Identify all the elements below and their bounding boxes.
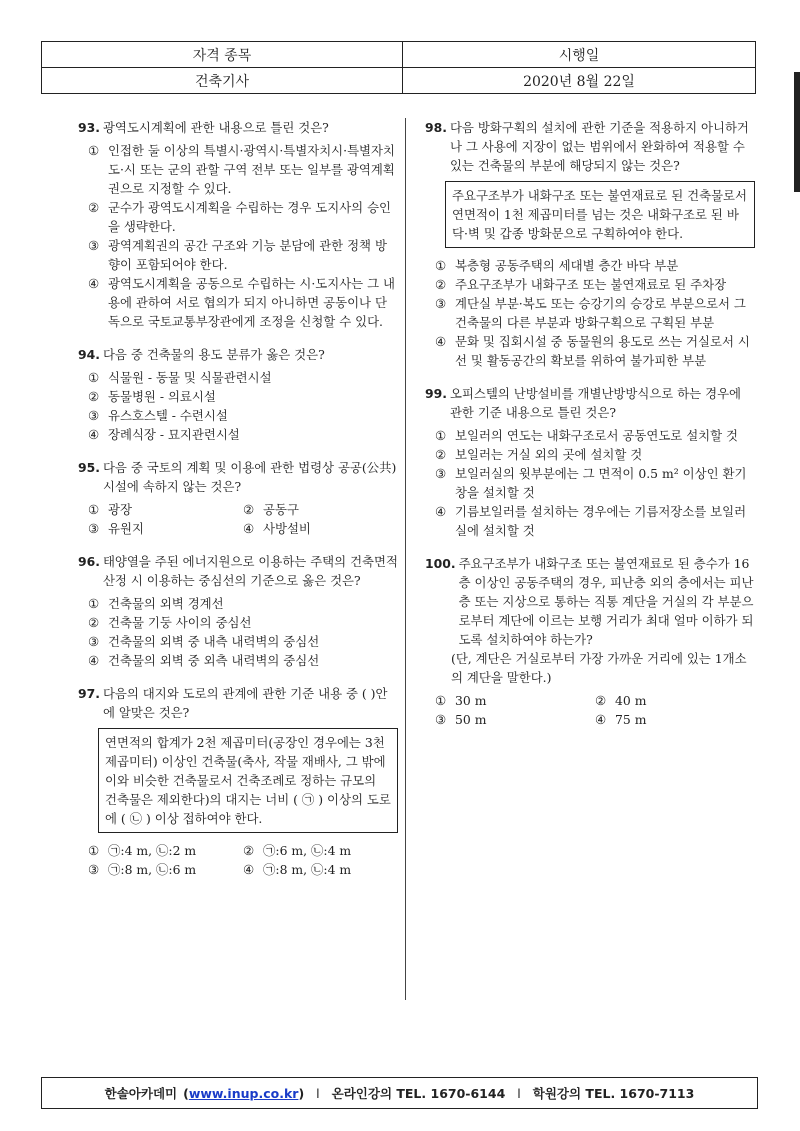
question-number: 95. [78, 460, 100, 475]
question-94 [78, 345, 398, 444]
option[interactable]: ④ 광역도시계획을 공동으로 수립하는 시·도지사는 그 내용에 관하여 서로 협의가 되지 아니하면 공동이나 단독으로 국토교통부장관에게 조정을 신청할 수 있다. [88, 276, 395, 329]
option[interactable]: ① 건축물의 외벽 경계선 [88, 596, 224, 611]
question-number: 100. [425, 556, 456, 571]
right-column [425, 118, 755, 743]
option[interactable]: ③ 광역계획권의 공간 구조와 기능 분담에 관한 정책 방향이 포함되어야 한다. [88, 238, 387, 272]
question-text: 다음의 대지와 도로의 관계에 관한 기준 내용 중 ( )안에 알맞은 것은? [102, 686, 388, 720]
question-97 [78, 684, 398, 879]
option[interactable]: ② 건축물 기둥 사이의 중심선 [88, 615, 252, 630]
question-text: 태양열을 주된 에너지원으로 이용하는 주택의 건축면적 산정 시 이용하는 중심선의 기준으로 옳은 것은? [102, 554, 398, 588]
question-number: 93. [78, 120, 100, 135]
footer-offline: 학원강의 TEL. 1670-7113 [532, 1086, 695, 1101]
left-column [78, 118, 398, 893]
option[interactable]: ④ 장례식장 - 묘지관련시설 [88, 427, 240, 442]
question-number: 98. [425, 120, 447, 135]
option[interactable]: ① 광장 [88, 502, 132, 517]
question-box: 주요구조부가 내화구조 또는 불연재료로 된 건축물로서 연면적이 1천 제곱미터를 넘는 것은 내화구조로 된 바닥·벽 및 갑종 방화문으로 구획하여야 한다. [445, 181, 755, 248]
question-text: 주요구조부가 내화구조 또는 불연재료로 된 층수가 16층 이상인 공동주택의 경우, 피난층 외의 층에서는 피난층 또는 지상으로 통하는 직통 계단을 거실의 각 부분으로부터 계단에 이르는 보행 거리가 최대 얼마 이하가 되도록 설치하여야 하는가? [458, 556, 754, 647]
question-98 [425, 118, 755, 370]
exam-header-table [41, 41, 756, 94]
option[interactable]: ② 보일러는 거실 외의 곳에 설치할 것 [435, 447, 643, 462]
question-95 [78, 458, 398, 538]
question-100 [425, 554, 755, 729]
option[interactable]: ① 30 m [435, 693, 487, 708]
question-96 [78, 552, 398, 670]
footer-org: 한솔아카데미 [104, 1086, 178, 1101]
question-text: 다음 중 건축물의 용도 분류가 옳은 것은? [102, 347, 325, 362]
option[interactable]: ① 복층형 공동주택의 세대별 층간 바닥 부분 [435, 258, 679, 273]
page-footer [41, 1077, 758, 1109]
footer-url-link[interactable]: www.inup.co.kr [188, 1085, 299, 1101]
option[interactable]: ① 보일러의 연도는 내화구조로서 공동연도로 설치할 것 [435, 428, 739, 443]
question-text: 다음 방화구획의 설치에 관한 기준을 적용하지 아니하거나 그 사용에 지장이 없는 범위에서 완화하여 적용할 수 있는 건축물의 부분에 해당되지 않는 것은? [449, 120, 749, 173]
question-93 [78, 118, 398, 331]
option[interactable]: ③ 50 m [435, 712, 487, 727]
option[interactable]: ② 공동구 [243, 502, 299, 517]
question-text: 오피스텔의 난방설비를 개별난방방식으로 하는 경우에 관한 기준 내용으로 틀린 것은? [449, 386, 742, 420]
page-edge-mark [794, 72, 800, 192]
option[interactable]: ③ 건축물의 외벽 중 내측 내력벽의 중심선 [88, 634, 320, 649]
option[interactable]: ④ 75 m [595, 712, 647, 727]
option[interactable]: ④ 문화 및 집회시설 중 동물원의 용도로 쓰는 거실로서 시선 및 활동공간의 확보를 위하여 불가피한 부분 [435, 334, 750, 368]
question-text: 다음 중 국토의 계획 및 이용에 관한 법령상 공공(公共)시설에 속하지 않는 것은? [102, 460, 397, 494]
question-text: 광역도시계획에 관한 내용으로 틀린 것은? [102, 120, 329, 135]
date-value: 2020년 8월 22일 [403, 68, 756, 94]
option[interactable]: ② 주요구조부가 내화구조 또는 불연재료로 된 주차장 [435, 277, 727, 292]
subject-label: 자격 종목 [42, 42, 403, 68]
column-divider [405, 118, 406, 1000]
question-box: 연면적의 합계가 2천 제곱미터(공장인 경우에는 3천 제곱미터) 이상인 건축물(축사, 작물 재배사, 그 밖에 이와 비슷한 건축물로서 건축조례로 정하는 규모의 건축물은 제외한다)의 대지는 너비 ( ㉠ ) 이상의 도로에 ( ㉡ ) 이상 접하여야 한다. [98, 728, 398, 833]
option[interactable]: ① 인접한 둘 이상의 특별시·광역시·특별자치시·특별자치도·시 또는 군의 관할 구역 전부 또는 일부를 광역계획권으로 지정할 수 있다. [88, 143, 395, 196]
option[interactable]: ③ 유스호스텔 - 수련시설 [88, 408, 228, 423]
option[interactable]: ② 40 m [595, 693, 647, 708]
question-number: 99. [425, 386, 447, 401]
option[interactable]: ② 동물병원 - 의료시설 [88, 389, 216, 404]
option[interactable]: ④ 건축물의 외벽 중 외측 내력벽의 중심선 [88, 653, 320, 668]
option[interactable]: ① 식물원 - 동물 및 식물관련시설 [88, 370, 272, 385]
question-number: 97. [78, 686, 100, 701]
option[interactable]: ③ ㉠:8 m, ㉡:6 m [88, 862, 197, 877]
date-label: 시행일 [403, 42, 756, 68]
option[interactable]: ③ 보일러실의 윗부분에는 그 면적이 0.5 m² 이상인 환기창을 설치할 것 [435, 466, 747, 500]
question-number: 94. [78, 347, 100, 362]
question-99 [425, 384, 755, 540]
option[interactable]: ③ 계단실 부분·복도 또는 승강기의 승강로 부분으로서 그 건축물의 다른 부분과 방화구획으로 구획된 부분 [435, 296, 746, 330]
question-note: (단, 계단은 거실로부터 가장 가까운 거리에 있는 1개소의 계단을 말한다.) [451, 651, 747, 685]
option[interactable]: ① ㉠:4 m, ㉡:2 m [88, 843, 197, 858]
option[interactable]: ② 군수가 광역도시계획을 수립하는 경우 도지사의 승인을 생략한다. [88, 200, 392, 234]
option[interactable]: ④ 사방설비 [243, 521, 311, 536]
footer-separator: l [517, 1085, 521, 1101]
option[interactable]: ④ ㉠:8 m, ㉡:4 m [243, 862, 352, 877]
question-number: 96. [78, 554, 100, 569]
option[interactable]: ② ㉠:6 m, ㉡:4 m [243, 843, 352, 858]
option[interactable]: ④ 기름보일러를 설치하는 경우에는 기름저장소를 보일러실에 설치할 것 [435, 504, 747, 538]
footer-url-wrap: (www.inup.co.kr) [183, 1085, 305, 1101]
footer-separator: l [316, 1085, 320, 1101]
subject-value: 건축기사 [42, 68, 403, 94]
footer-online: 온라인강의 TEL. 1670-6144 [331, 1086, 506, 1101]
option[interactable]: ③ 유원지 [88, 521, 144, 536]
